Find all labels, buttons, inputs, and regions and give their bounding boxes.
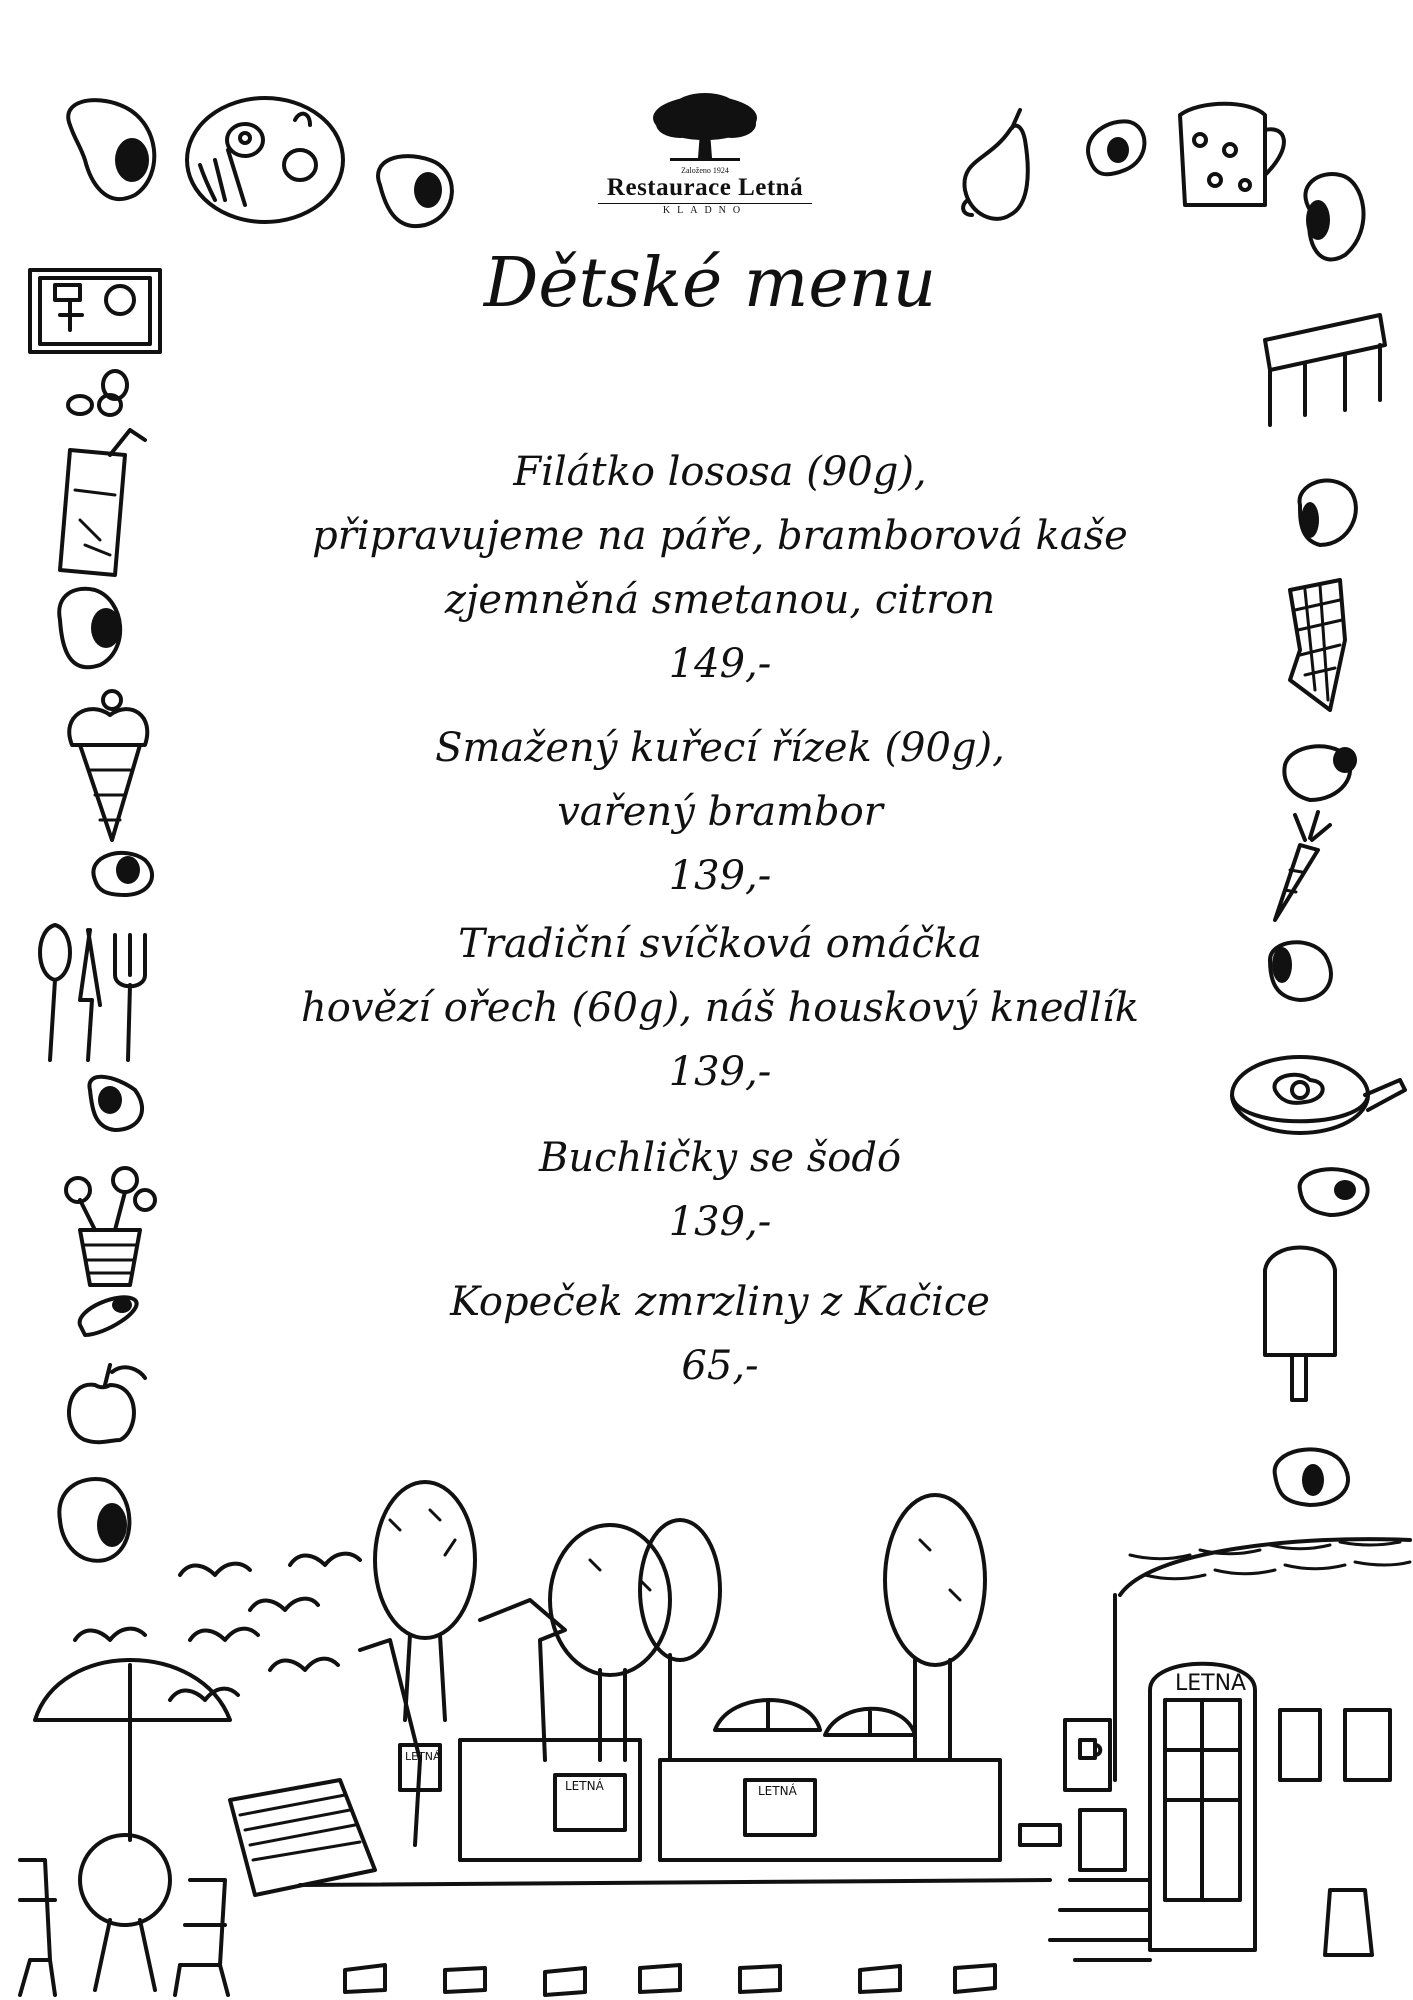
- fried-egg-icon: [1088, 121, 1144, 174]
- drink-glass-icon: [60, 430, 145, 575]
- menu-item-description: Smažený kuřecí řízek (90g),: [435, 725, 1005, 771]
- menu-item-price: 139,-: [668, 1049, 772, 1095]
- birds-icon: [75, 1554, 360, 1700]
- cutlery-icon: [40, 925, 145, 1060]
- menu-list: [300, 440, 1140, 1398]
- menu-item-description: zjemněná smetanou, citron: [444, 577, 996, 623]
- fried-egg-icon: [1300, 1169, 1368, 1215]
- chairs-icon: [20, 1860, 228, 1995]
- menu-item: [300, 912, 1140, 1104]
- fried-egg-icon: [1300, 481, 1356, 545]
- framed-picture-icon: [30, 270, 160, 352]
- checked-napkin-icon: [1290, 580, 1345, 710]
- mug-icon: [1180, 104, 1284, 205]
- olives-icon: [68, 371, 127, 415]
- menu-item-description: Filátko lososa (90g),: [513, 449, 927, 495]
- fried-egg-icon: [1275, 1449, 1348, 1505]
- pear-icon: [963, 110, 1028, 219]
- fried-egg-icon: [378, 156, 452, 226]
- logo-restaurant-name: Restaurace Letná: [606, 174, 804, 201]
- menu-item: [300, 716, 1140, 908]
- ice-cream-cone-icon: [69, 691, 147, 840]
- apple-icon: [69, 1365, 145, 1442]
- table-icon: [1265, 315, 1385, 425]
- restaurant-logo: [560, 92, 850, 216]
- terrace-wall-icon: [230, 1600, 1000, 1895]
- restaurant-sign-text: LETNÁ: [1175, 1671, 1247, 1696]
- fried-egg-icon: [1305, 174, 1363, 259]
- logo-founded-text: Založeno 1924: [681, 166, 729, 175]
- wall-sign-text: LETNÁ: [758, 1784, 797, 1798]
- menu-item-description: Tradiční svíčková omáčka: [458, 921, 982, 967]
- menu-item-description: vařený brambor: [557, 789, 883, 835]
- logo-divider: [598, 203, 812, 204]
- umbrellas-icon: [35, 1660, 915, 1990]
- menu-item-price: 149,-: [668, 641, 772, 687]
- menu-item: [300, 440, 1140, 696]
- wall-sign-text: LETNÁ: [405, 1750, 441, 1763]
- cobblestones-icon: [300, 1880, 1050, 1995]
- menu-item-price: 139,-: [668, 1199, 772, 1245]
- fried-egg-icon: [59, 589, 121, 667]
- menu-item: [300, 1270, 1140, 1398]
- wall-sign-text: LETNÁ: [565, 1779, 604, 1793]
- menu-item-description: Buchličky se šodó: [538, 1135, 902, 1181]
- menu-item-description: připravujeme na páře, bramborová kaše: [312, 513, 1128, 559]
- fried-egg-icon: [59, 1479, 129, 1561]
- logo-city: KLADNO: [662, 205, 748, 217]
- menu-item-price: 139,-: [668, 853, 772, 899]
- tree-logo-icon: [650, 92, 760, 164]
- fried-egg-icon: [93, 853, 152, 895]
- fried-egg-icon: [1270, 942, 1331, 1000]
- fried-egg-icon: [68, 100, 154, 199]
- carrot-icon: [1275, 812, 1330, 920]
- restaurant-building-icon: [1020, 1539, 1410, 1960]
- menu-item-description: hovězí ořech (60g), náš houskový knedlík: [301, 985, 1139, 1031]
- page-title: Dětské menu: [483, 244, 937, 323]
- menu-item-price: 65,-: [681, 1343, 759, 1389]
- frying-pan-icon: [1232, 1057, 1405, 1133]
- popsicle-icon: [1265, 1248, 1335, 1401]
- menu-item-description: Kopeček zmrzliny z Kačice: [450, 1279, 990, 1325]
- potato-icon: [1284, 746, 1357, 800]
- pill-icon: [80, 1297, 137, 1335]
- flower-pot-icon: [66, 1168, 155, 1285]
- menu-item: [300, 1126, 1140, 1254]
- trees-icon: [375, 1482, 985, 1760]
- plate-icon: [187, 98, 343, 222]
- fried-egg-icon: [89, 1077, 142, 1130]
